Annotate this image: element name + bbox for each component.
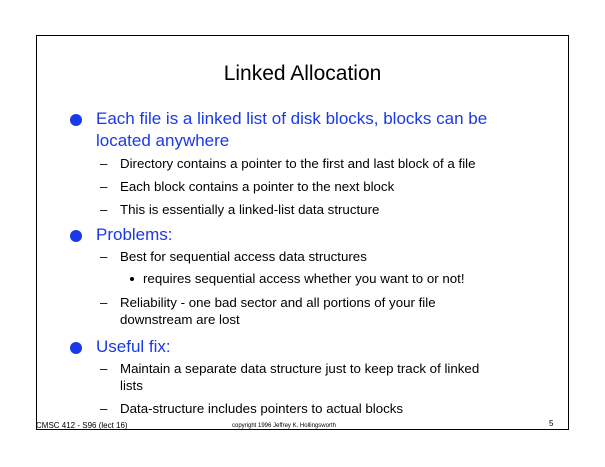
subitem-pointers-to-blocks: Data-structure includes pointers to actual blocks — [120, 401, 404, 416]
bullet-problems: Problems: — [96, 225, 173, 244]
footer-copyright: copyright 1996 Jeffrey K. Hollingsworth — [232, 423, 336, 429]
bullet-useful-fix: Useful fix: — [96, 337, 171, 356]
slide-title: Linked Allocation — [223, 62, 382, 85]
subitem-separate-structure: Maintain a separate data structure just to keep track of linked lists — [120, 361, 480, 393]
bullet-dot — [70, 342, 82, 354]
subsub-requires-sequential: requires sequential access whether you want to or not! — [143, 271, 465, 286]
dash-marker: – — [100, 401, 108, 416]
dash-marker: – — [100, 156, 108, 171]
subitem-reliability: Reliability - one bad sector and all portions of your file downstream are lost — [120, 295, 436, 327]
bullet-linked-list: Each file is a linked list of disk blocks, blocks can be located anywhere — [96, 109, 488, 150]
dash-marker: – — [100, 249, 108, 264]
footer-course: CMSC 412 - S96 (lect 16) — [36, 421, 128, 430]
sub-bullet-dot — [130, 277, 134, 281]
bullet-dot — [70, 230, 82, 242]
dash-marker: – — [100, 295, 108, 310]
subitem-linked-list-structure: This is essentially a linked-list data structure — [120, 202, 380, 217]
subitem-sequential-access: Best for sequential access data structures — [120, 249, 367, 264]
dash-marker: – — [100, 202, 108, 217]
subitem-block-pointer: Each block contains a pointer to the next block — [120, 179, 395, 194]
subitem-directory-pointer: Directory contains a pointer to the first and last block of a file — [120, 156, 476, 171]
bullet-dot — [70, 114, 82, 126]
dash-marker: – — [100, 361, 108, 376]
dash-marker: – — [100, 179, 108, 194]
page-number: 5 — [549, 419, 554, 428]
